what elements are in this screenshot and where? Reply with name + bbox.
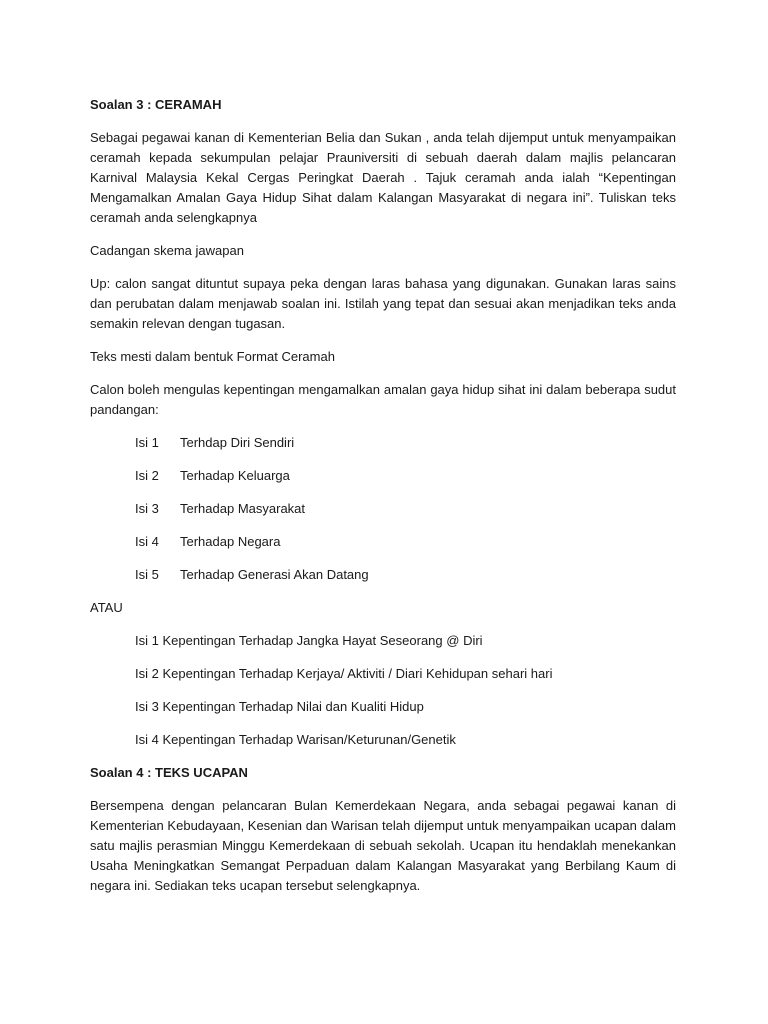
soalan-3-question: Sebagai pegawai kanan di Kementerian Belia dan Sukan , anda telah dijemput untuk menyampaikan ceramah kepada sekumpulan pelajar Prauniversiti di sebuah daerah dalam majlis pelancaran Karnival Malaysia Kekal Cergas Peringkat Daerah . Tajuk ceramah anda ialah “Kepentingan Mengamalkan Amalan Gaya Hidup Sihat dalam Kalangan Masyarakat di negara ini”. Tuliskan teks ceramah anda selengkapnya	[90, 130, 676, 225]
isi-item	[135, 499, 676, 519]
isi-number: Isi 4	[135, 534, 159, 549]
isi-text: Terhadap Masyarakat	[180, 501, 306, 516]
format-note: Teks mesti dalam bentuk Format Ceramah	[90, 349, 335, 364]
isi-text: Terhadap Negara	[180, 534, 281, 549]
isi-intro: Calon boleh mengulas kepentingan mengamalkan amalan gaya hidup sihat ini dalam beberapa sudut pandangan:	[90, 382, 676, 417]
document-page	[90, 95, 676, 909]
alt-isi-item: Isi 1 Kepentingan Terhadap Jangka Hayat Seseorang @ Diri	[135, 633, 483, 648]
isi-item	[135, 466, 676, 486]
isi-number: Isi 2	[135, 468, 159, 483]
alt-isi-item: Isi 3 Kepentingan Terhadap Nilai dan Kualiti Hidup	[135, 699, 424, 714]
atau-label: ATAU	[90, 600, 123, 615]
isi-text: Terhdap Diri Sendiri	[180, 435, 295, 450]
isi-number: Isi 5	[135, 567, 159, 582]
isi-item	[135, 532, 676, 552]
isi-number: Isi 3	[135, 501, 159, 516]
isi-list	[90, 433, 676, 585]
alt-isi-item: Isi 2 Kepentingan Terhadap Kerjaya/ Aktiviti / Diari Kehidupan sehari hari	[135, 666, 553, 681]
cadangan-skema-label: Cadangan skema jawapan	[90, 243, 244, 258]
soalan-4-question: Bersempena dengan pelancaran Bulan Kemerdekaan Negara, anda sebagai pegawai kanan di Kementerian Kebudayaan, Kesenian dan Warisan telah dijemput untuk menyampaikan ucapan dalam satu majlis perasmian Minggu Kemerdekaan di sebuah sekolah. Ucapan itu hendaklah menekankan Usaha Meningkatkan Semangat Perpaduan dalam Kalangan Masyarakat yang Berbilang Kaum di negara ini. Sediakan teks ucapan tersebut selengkapnya.	[90, 798, 676, 893]
alt-isi-list	[90, 631, 676, 750]
isi-text: Terhadap Keluarga	[180, 468, 290, 483]
isi-item	[135, 565, 676, 585]
soalan-3-heading: Soalan 3 : CERAMAH	[90, 97, 222, 112]
up-note: Up: calon sangat dituntut supaya peka dengan laras bahasa yang digunakan. Gunakan laras sains dan perubatan dalam menjawab soalan ini. Istilah yang tepat dan sesuai akan menjadikan teks anda semakin relevan dengan tugasan.	[90, 276, 676, 331]
isi-number: Isi 1	[135, 435, 159, 450]
alt-isi-item: Isi 4 Kepentingan Terhadap Warisan/Keturunan/Genetik	[135, 732, 456, 747]
soalan-4-heading: Soalan 4 : TEKS UCAPAN	[90, 765, 248, 780]
isi-item	[135, 433, 676, 453]
isi-text: Terhadap Generasi Akan Datang	[180, 567, 369, 582]
